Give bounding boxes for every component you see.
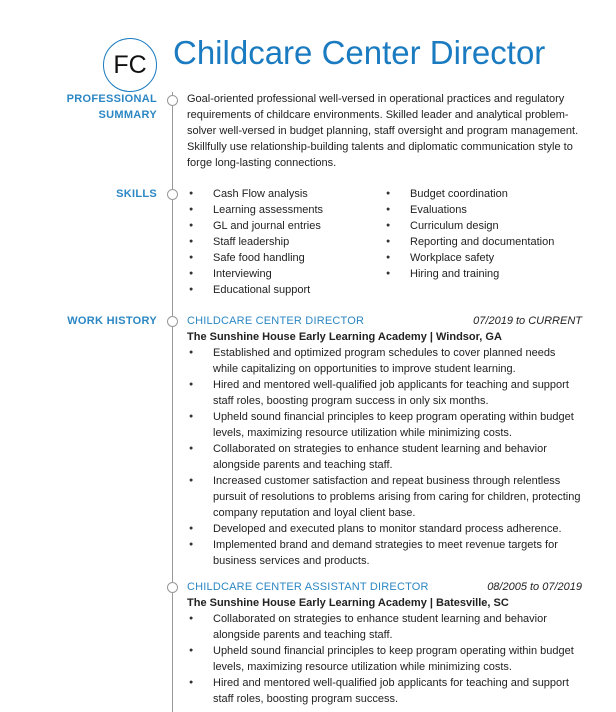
skill-item: ● Safe food handling [187, 250, 384, 266]
timeline-line [172, 92, 173, 712]
job-dates: 07/2019 to CURRENT [473, 315, 582, 327]
timeline-dot [167, 95, 178, 106]
skill-item: ● Cash Flow analysis [187, 186, 384, 202]
skill-item: ● GL and journal entries [187, 218, 384, 234]
job-bullet: ● Implemented brand and demand strategies to meet revenue targets for business services and products. [187, 537, 582, 569]
job-dates: 08/2005 to 07/2019 [487, 581, 582, 593]
job-bullet: ● Established and optimized program schedules to cover planned needs while capitalizing on opportunities to improve student learning. [187, 345, 582, 377]
skill-item: ● Evaluations [384, 202, 581, 218]
skill-item: ● Budget coordination [384, 186, 581, 202]
job-title: CHILDCARE CENTER ASSISTANT DIRECTOR [187, 581, 429, 593]
skills-column-1 [187, 186, 384, 298]
job-company: The Sunshine House Early Learning Academy | Windsor, GA [187, 331, 502, 343]
job-bullet: ● Collaborated on strategies to enhance student learning and behavior alongside parents and teaching staff. [187, 611, 582, 643]
job-title: CHILDCARE CENTER DIRECTOR [187, 315, 365, 327]
skill-item: ● Workplace safety [384, 250, 581, 266]
skill-item: ● Educational support [187, 282, 384, 298]
skill-item: ● Curriculum design [384, 218, 581, 234]
job-entry [187, 579, 582, 707]
section-label-work-history: WORK HISTORY [67, 315, 157, 327]
summary-text: Goal-oriented professional well-versed in operational practices and regulatory requirements of childcare environments. Skilled leader and analytical problem-solver well-versed in budget planning, staff oversight and program management. Skillfully use relationship-building talents and diplomatic communication style to forge long-lasting connections. [187, 93, 579, 169]
skill-item: ● Reporting and documentation [384, 234, 581, 250]
timeline-dot [167, 189, 178, 200]
job-bullet: ● Upheld sound financial principles to keep program operating within budget levels, maximizing resource utilization while minimizing costs. [187, 409, 582, 441]
skills-column-2 [384, 186, 581, 298]
skill-item: ● Learning assessments [187, 202, 384, 218]
label-line: PROFESSIONAL [66, 93, 157, 105]
job-bullet: ● Hired and mentored well-qualified job applicants for teaching and support staff roles, boosting program success. [187, 675, 582, 707]
section-label-skills: SKILLS [116, 188, 157, 200]
job-company: The Sunshine House Early Learning Academy | Batesville, SC [187, 597, 509, 609]
resume-title: Childcare Center Director [173, 34, 546, 71]
job-bullet: ● Developed and executed plans to monitor standard process adherence. [187, 521, 582, 537]
monogram-avatar: FC [103, 38, 157, 92]
timeline-dot [167, 582, 178, 593]
label-line: SUMMARY [98, 109, 157, 121]
skill-item: ● Hiring and training [384, 266, 581, 282]
job-bullet: ● Upheld sound financial principles to keep program operating within budget levels, maximizing resource utilization while minimizing costs. [187, 643, 582, 675]
job-bullet: ● Collaborated on strategies to enhance student learning and behavior alongside parents and teaching staff. [187, 441, 582, 473]
skill-item: ● Interviewing [187, 266, 384, 282]
skills-list [187, 186, 582, 298]
job-bullet: ● Hired and mentored well-qualified job applicants for teaching and support staff roles, boosting program success in only six months. [187, 377, 582, 409]
job-entry [187, 313, 582, 569]
timeline-dot [167, 316, 178, 327]
job-bullet: ● Increased customer satisfaction and repeat business through relentless pursuit of resolutions to problems arising from caring for children, protecting company reputation and loyal client base. [187, 473, 582, 521]
skill-item: ● Staff leadership [187, 234, 384, 250]
section-label-summary [40, 91, 157, 123]
